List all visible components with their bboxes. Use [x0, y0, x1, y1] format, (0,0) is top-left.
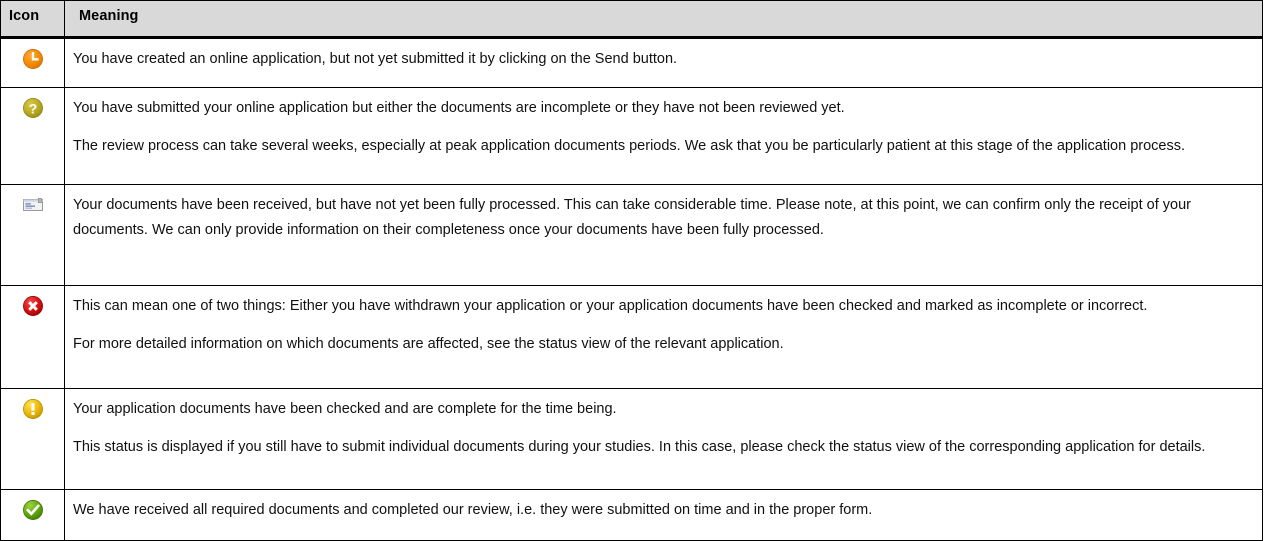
meaning-cell [65, 490, 1263, 541]
meaning-paragraph: This status is displayed if you still have to submit individual documents during your studies. In this case, please check the status view of the corresponding application for details. [73, 438, 1206, 455]
meaning-paragraph: We have received all required documents and completed our review, i.e. they were submitted on time and in the proper form. [73, 502, 873, 518]
table-body [1, 38, 1263, 541]
meaning-cell [65, 286, 1263, 389]
table-row [1, 389, 1263, 490]
table-row [1, 38, 1263, 88]
meaning-paragraph: This can mean one of two things: Either you have withdrawn your application or your application documents have been checked and marked as incomplete or incorrect. [73, 298, 1148, 314]
column-header-meaning: Meaning [65, 1, 1263, 38]
svg-text:?: ? [28, 100, 37, 117]
icon-cell [1, 185, 65, 286]
meaning-paragraph: You have submitted your online application but either the documents are incomplete or they have not been reviewed yet. [73, 100, 845, 116]
icon-cell [1, 38, 65, 88]
table-row [1, 88, 1263, 185]
success-check-icon [22, 499, 44, 521]
document-received-icon [22, 194, 44, 216]
error-cross-icon [22, 295, 44, 317]
table-row [1, 490, 1263, 541]
table-row [1, 185, 1263, 286]
table-header [1, 1, 1263, 38]
clock-icon [22, 48, 44, 70]
table-row [1, 286, 1263, 389]
meaning-paragraph: The review process can take several weeks, especially at peak application documents periods. We ask that you be particularly patient at this stage of the application process. [73, 137, 1185, 154]
question-mark-icon [22, 97, 44, 119]
meaning-cell [65, 185, 1263, 286]
meaning-paragraph: Your application documents have been checked and are complete for the time being. [73, 401, 617, 417]
meaning-cell [65, 38, 1263, 88]
icon-cell [1, 389, 65, 490]
table-header-row [1, 1, 1263, 38]
meaning-paragraph: Your documents have been received, but have not yet been fully processed. This can take considerable time. Please note, at this point, we can confirm only the receipt of your documents. We can only provide information on their completeness once your documents have been fully processed. [73, 197, 1191, 238]
meaning-paragraph: You have created an online application, but not yet submitted it by clicking on the Send button. [73, 51, 678, 67]
column-header-icon: Icon [1, 1, 65, 38]
icon-cell [1, 88, 65, 185]
meaning-paragraph: For more detailed information on which documents are affected, see the status view of the relevant application. [73, 335, 784, 352]
icon-cell [1, 490, 65, 541]
warning-exclamation-icon [22, 398, 44, 420]
icon-cell [1, 286, 65, 389]
meaning-cell [65, 389, 1263, 490]
meaning-cell [65, 88, 1263, 185]
